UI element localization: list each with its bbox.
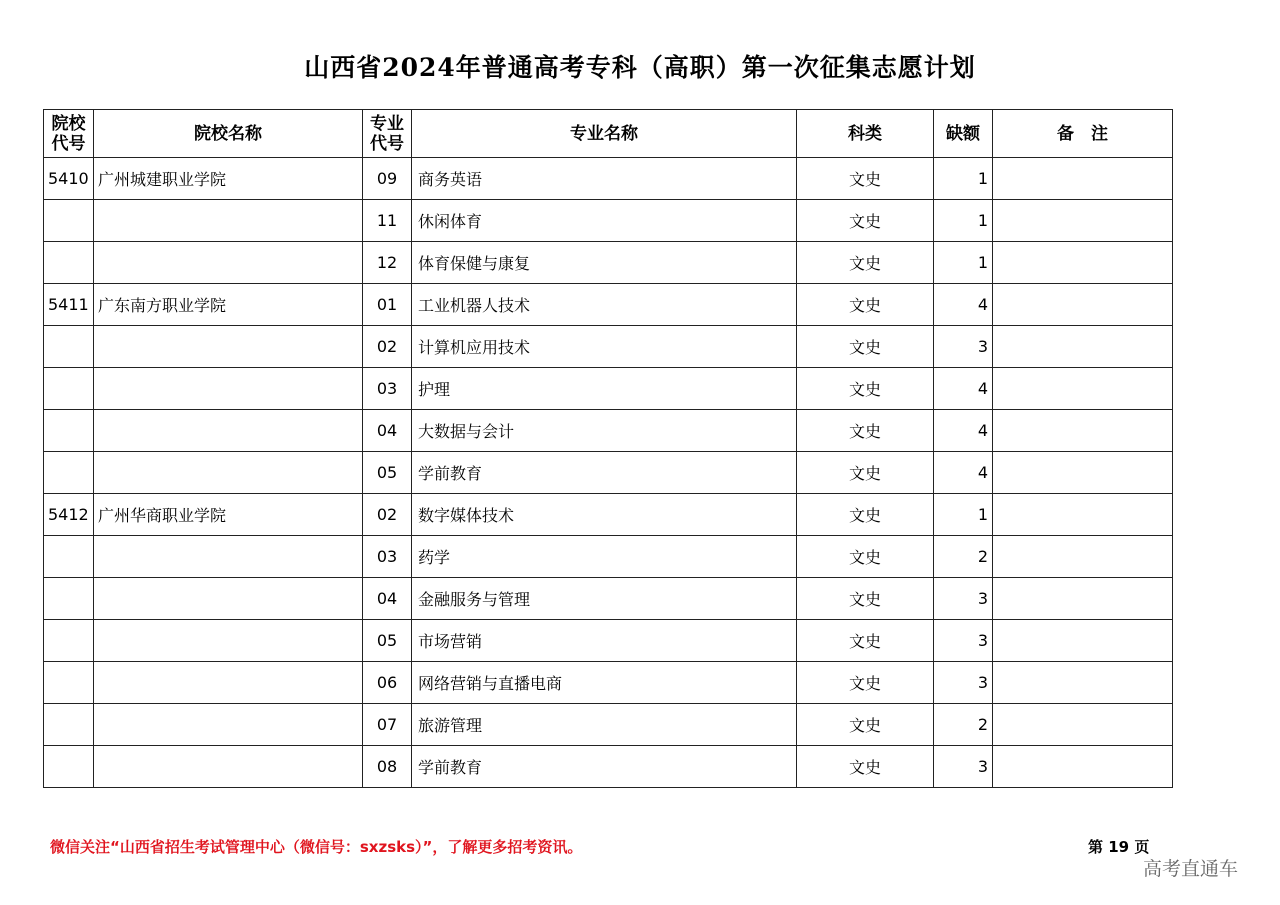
cell-school-name: 广东南方职业学院 — [94, 284, 363, 326]
table-row — [44, 410, 1173, 452]
cell-remarks — [993, 158, 1173, 200]
table-row — [44, 200, 1173, 242]
watermark: 高考直通车 — [1143, 858, 1239, 880]
cell-major-name: 大数据与会计 — [412, 410, 797, 452]
table-row — [44, 620, 1173, 662]
cell-vacancies: 1 — [934, 158, 993, 200]
cell-remarks — [993, 578, 1173, 620]
cell-vacancies: 3 — [934, 620, 993, 662]
cell-school-code — [44, 410, 94, 452]
cell-school-name — [94, 536, 363, 578]
cell-remarks — [993, 620, 1173, 662]
header-category: 科类 — [797, 110, 934, 158]
cell-school-name — [94, 368, 363, 410]
cell-category: 文史 — [797, 746, 934, 788]
header-school-name: 院校名称 — [94, 110, 363, 158]
cell-category: 文史 — [797, 578, 934, 620]
cell-category: 文史 — [797, 200, 934, 242]
cell-category: 文史 — [797, 662, 934, 704]
cell-remarks — [993, 452, 1173, 494]
cell-major-name: 商务英语 — [412, 158, 797, 200]
cell-remarks — [993, 746, 1173, 788]
cell-school-code — [44, 662, 94, 704]
header-school-code: 院校代号 — [44, 110, 94, 158]
cell-vacancies: 3 — [934, 662, 993, 704]
cell-vacancies: 3 — [934, 326, 993, 368]
table-row — [44, 704, 1173, 746]
cell-vacancies: 4 — [934, 284, 993, 326]
cell-major-code: 03 — [363, 536, 412, 578]
cell-major-name: 药学 — [412, 536, 797, 578]
cell-major-code: 02 — [363, 494, 412, 536]
cell-school-code — [44, 326, 94, 368]
cell-school-code — [44, 536, 94, 578]
cell-category: 文史 — [797, 368, 934, 410]
cell-vacancies: 3 — [934, 578, 993, 620]
cell-major-name: 计算机应用技术 — [412, 326, 797, 368]
cell-vacancies: 3 — [934, 746, 993, 788]
cell-category: 文史 — [797, 620, 934, 662]
cell-major-name: 体育保健与康复 — [412, 242, 797, 284]
cell-category: 文史 — [797, 326, 934, 368]
cell-remarks — [993, 494, 1173, 536]
cell-school-code — [44, 368, 94, 410]
cell-major-code: 04 — [363, 578, 412, 620]
table-row — [44, 662, 1173, 704]
table-row — [44, 326, 1173, 368]
cell-school-name — [94, 410, 363, 452]
table-row — [44, 368, 1173, 410]
cell-school-code: 5410 — [44, 158, 94, 200]
table-row — [44, 746, 1173, 788]
cell-vacancies: 2 — [934, 704, 993, 746]
cell-school-name — [94, 326, 363, 368]
cell-school-code: 5412 — [44, 494, 94, 536]
cell-school-code — [44, 578, 94, 620]
cell-school-name — [94, 620, 363, 662]
cell-category: 文史 — [797, 284, 934, 326]
cell-category: 文史 — [797, 704, 934, 746]
cell-major-name: 学前教育 — [412, 452, 797, 494]
cell-school-name: 广州城建职业学院 — [94, 158, 363, 200]
table-row — [44, 452, 1173, 494]
cell-major-name: 数字媒体技术 — [412, 494, 797, 536]
cell-major-name: 工业机器人技术 — [412, 284, 797, 326]
cell-remarks — [993, 242, 1173, 284]
cell-vacancies: 1 — [934, 494, 993, 536]
table-row — [44, 242, 1173, 284]
cell-major-name: 学前教育 — [412, 746, 797, 788]
table-header-row — [44, 110, 1173, 158]
cell-major-code: 11 — [363, 200, 412, 242]
cell-major-code: 05 — [363, 620, 412, 662]
cell-school-name — [94, 452, 363, 494]
cell-major-code: 03 — [363, 368, 412, 410]
cell-remarks — [993, 410, 1173, 452]
cell-major-name: 金融服务与管理 — [412, 578, 797, 620]
cell-remarks — [993, 536, 1173, 578]
cell-school-code — [44, 746, 94, 788]
cell-major-code: 07 — [363, 704, 412, 746]
cell-major-name: 休闲体育 — [412, 200, 797, 242]
cell-school-name — [94, 746, 363, 788]
cell-school-code — [44, 242, 94, 284]
cell-major-name: 旅游管理 — [412, 704, 797, 746]
cell-major-code: 02 — [363, 326, 412, 368]
header-remarks: 备 注 — [993, 110, 1173, 158]
cell-category: 文史 — [797, 536, 934, 578]
cell-major-name: 护理 — [412, 368, 797, 410]
table-row — [44, 284, 1173, 326]
page-number: 第 19 页 — [1088, 838, 1150, 856]
table-row — [44, 578, 1173, 620]
table-row — [44, 536, 1173, 578]
cell-major-code: 04 — [363, 410, 412, 452]
cell-category: 文史 — [797, 494, 934, 536]
page-title: 山西省2024年普通高考专科（高职）第一次征集志愿计划 — [304, 53, 976, 82]
cell-school-name — [94, 242, 363, 284]
cell-school-code — [44, 620, 94, 662]
footer-note: 微信关注“山西省招生考试管理中心（微信号：sxzsks）”，了解更多招考资讯。 — [50, 838, 583, 856]
cell-major-code: 12 — [363, 242, 412, 284]
table-row — [44, 494, 1173, 536]
cell-school-name: 广州华商职业学院 — [94, 494, 363, 536]
cell-major-name: 市场营销 — [412, 620, 797, 662]
cell-school-code — [44, 200, 94, 242]
cell-vacancies: 4 — [934, 410, 993, 452]
cell-vacancies: 1 — [934, 242, 993, 284]
header-major-name: 专业名称 — [412, 110, 797, 158]
header-vacancies: 缺额 — [934, 110, 993, 158]
cell-major-code: 08 — [363, 746, 412, 788]
cell-category: 文史 — [797, 452, 934, 494]
cell-category: 文史 — [797, 410, 934, 452]
plan-table — [43, 109, 1173, 788]
cell-remarks — [993, 200, 1173, 242]
header-major-code: 专业代号 — [363, 110, 412, 158]
cell-school-name — [94, 704, 363, 746]
table-row — [44, 158, 1173, 200]
cell-category: 文史 — [797, 242, 934, 284]
cell-major-name: 网络营销与直播电商 — [412, 662, 797, 704]
cell-school-code — [44, 452, 94, 494]
cell-school-name — [94, 578, 363, 620]
cell-major-code: 06 — [363, 662, 412, 704]
cell-school-name — [94, 662, 363, 704]
cell-major-code: 09 — [363, 158, 412, 200]
cell-major-code: 01 — [363, 284, 412, 326]
cell-vacancies: 2 — [934, 536, 993, 578]
cell-vacancies: 4 — [934, 368, 993, 410]
cell-major-code: 05 — [363, 452, 412, 494]
cell-remarks — [993, 368, 1173, 410]
cell-school-code: 5411 — [44, 284, 94, 326]
cell-vacancies: 4 — [934, 452, 993, 494]
cell-school-code — [44, 704, 94, 746]
cell-remarks — [993, 284, 1173, 326]
cell-remarks — [993, 704, 1173, 746]
cell-remarks — [993, 326, 1173, 368]
cell-vacancies: 1 — [934, 200, 993, 242]
cell-school-name — [94, 200, 363, 242]
cell-remarks — [993, 662, 1173, 704]
cell-category: 文史 — [797, 158, 934, 200]
